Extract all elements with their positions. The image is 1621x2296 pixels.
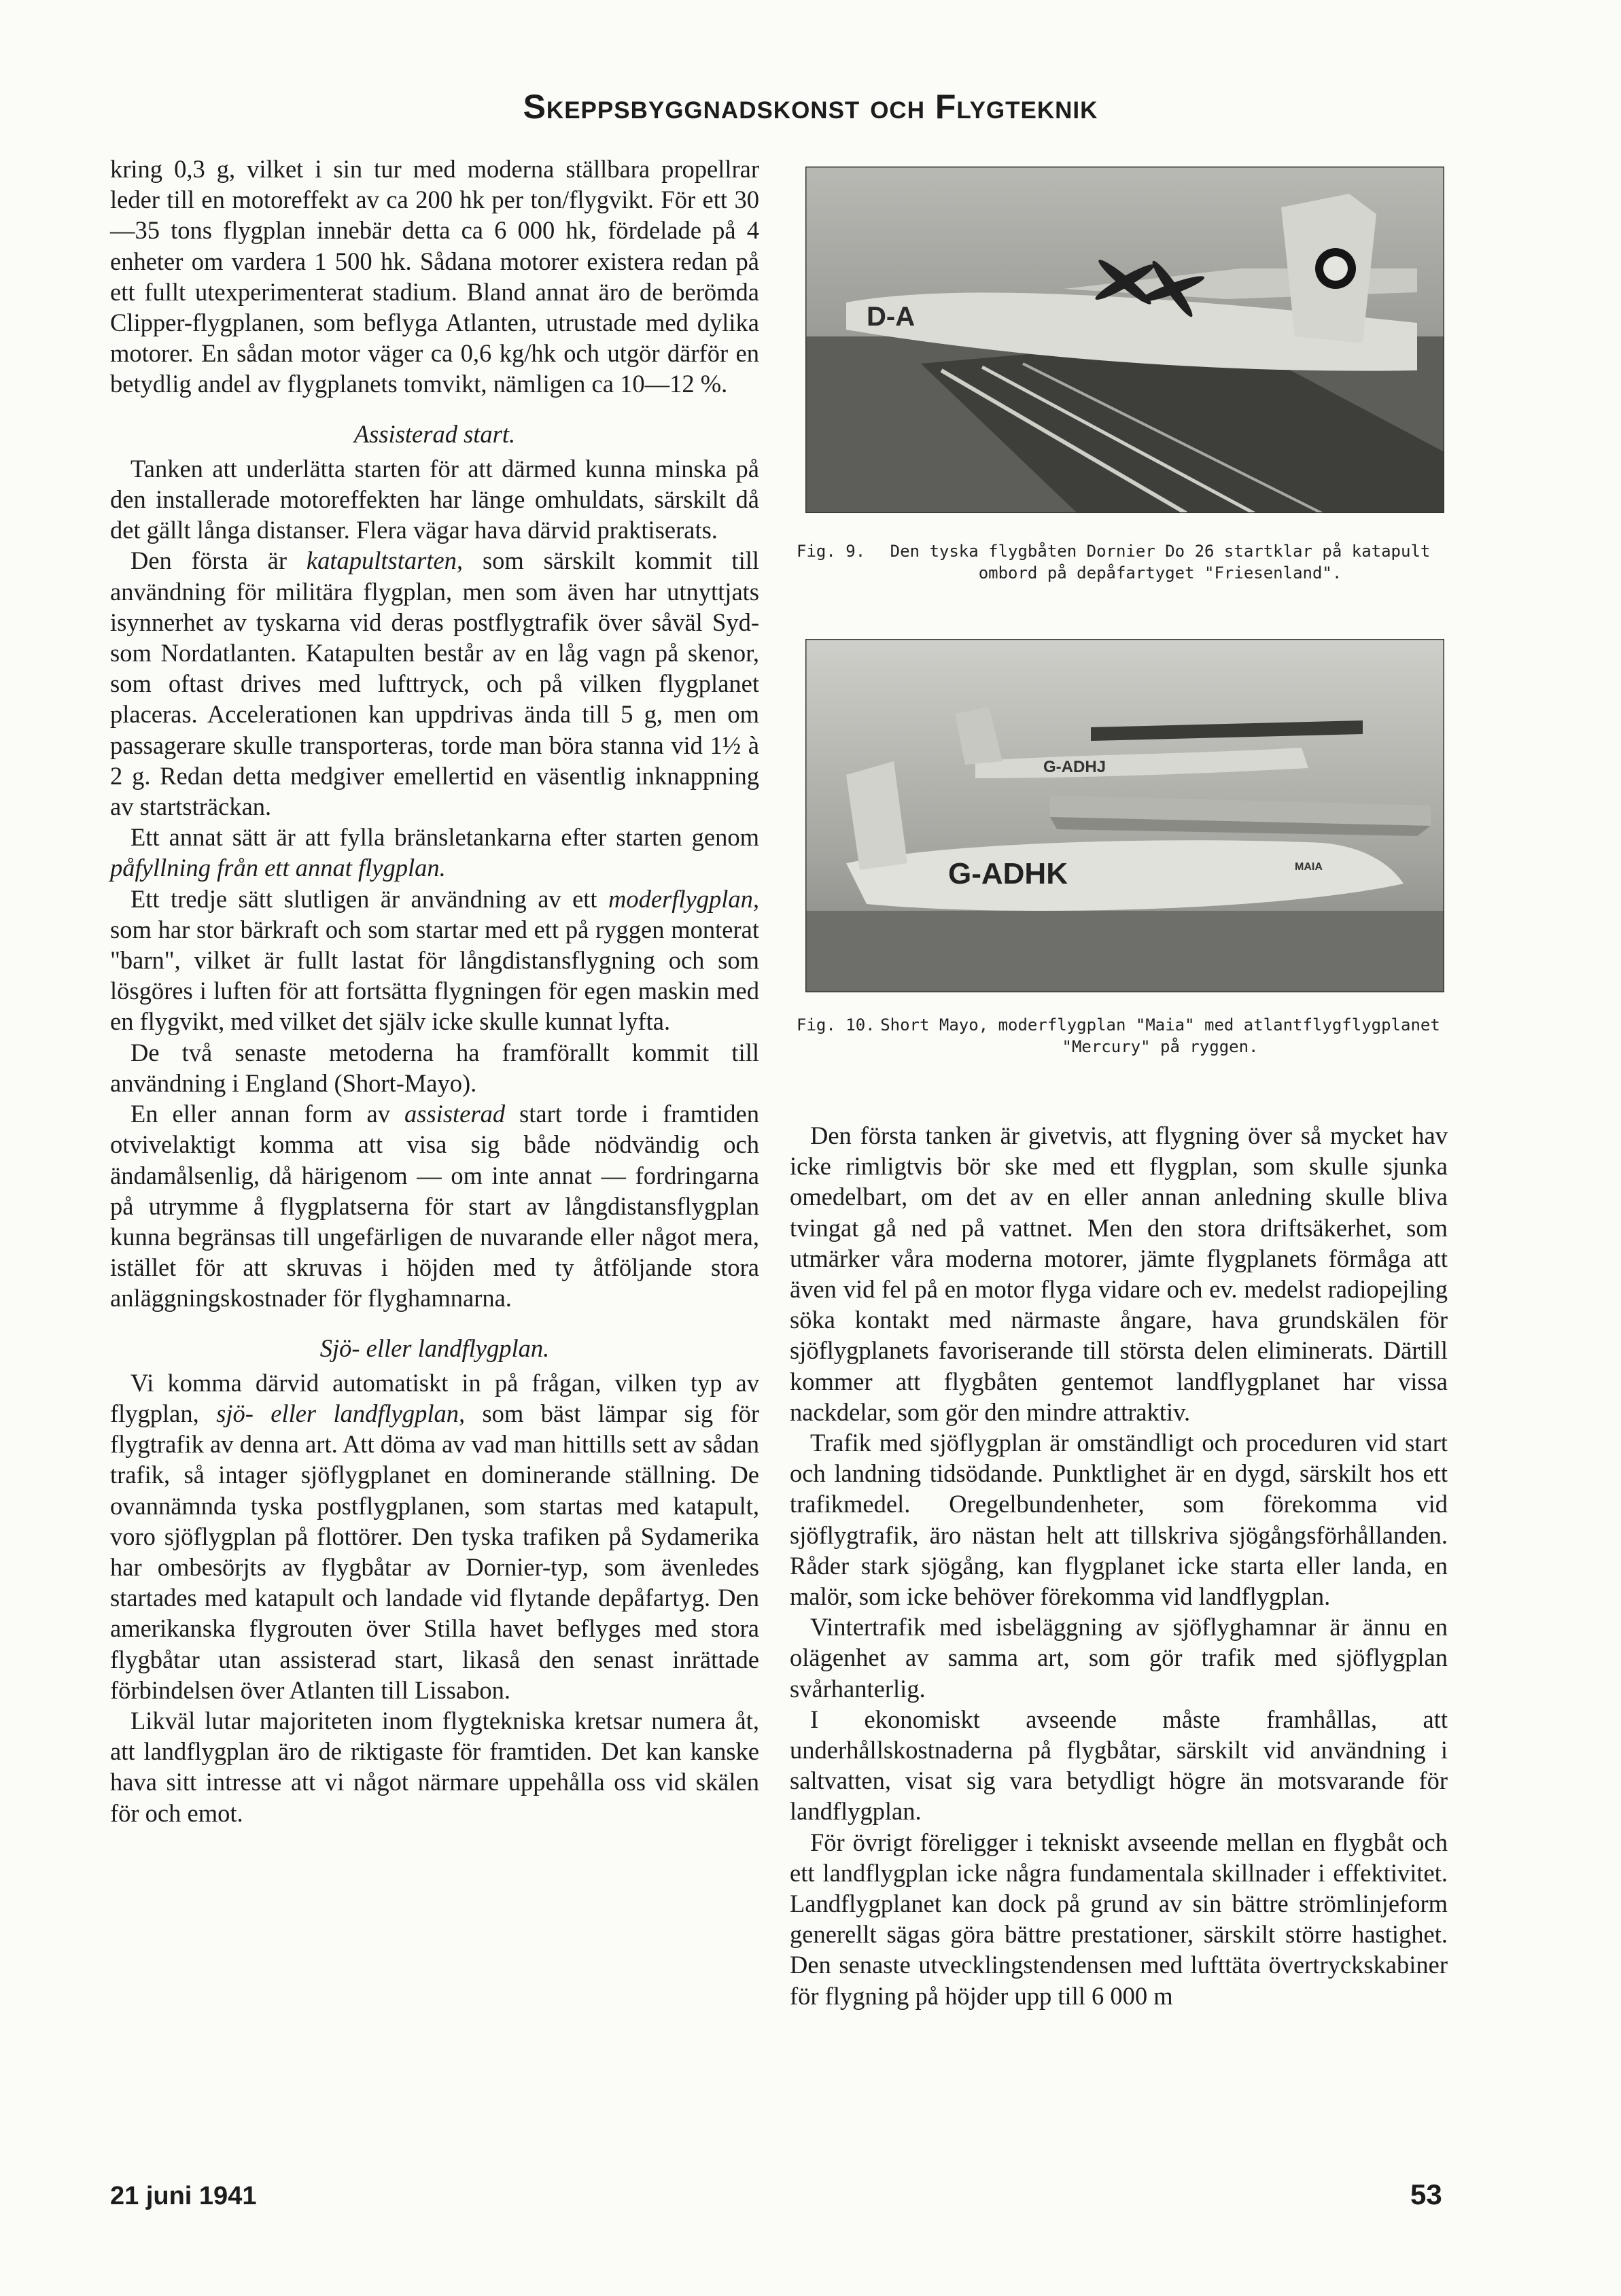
fig10-caption — [797, 1014, 1449, 1058]
section-heading-sea-or-land: Sjö- eller landflygplan. — [319, 1334, 550, 1362]
paragraph: Den första är katapultstarten, som särskilt kommit till användning för militära flygplan, men som även har utnyttjats isynnerhet av tyskarna vid deras postflygtrafik över såväl Syd- som Nordatlanten. Katapulten består av en låg vagn på skenor, som oftast drives med lufttryck, och på vilken flygplanet placeras. Accelerationen kan uppdrivas ända till 5 g, men om passagerare skulle transporteras, torde man böra stanna vid 1½ à 2 g. Redan detta medgiver emellertid en väsentlig inknappning av startsträckan. — [110, 546, 759, 821]
section-heading-assisted-start: Assisterad start. — [353, 419, 516, 448]
paragraph: Tanken att underlätta starten för att därmed kunna minska på den installerade motoreffekten har länge omhuldats, särskilt då det gällt långa distanser. Flera vägar hava därvid praktiserats. — [110, 454, 759, 544]
fig9-hull-mark: D-A — [867, 302, 916, 332]
paragraph: Likväl lutar majoriteten inom flygtekniska kretsar numera åt, att landflygplan äro de riktigaste för framtiden. Det kan kanske hava sitt intresse att vi något närmare uppehålla oss vid skälen för och emot. — [110, 1706, 759, 1827]
right-column — [790, 1120, 1448, 2011]
fig10-label: Fig. 10. — [797, 1015, 875, 1034]
paragraph: I ekonomiskt avseende måste framhållas, att underhållskostnaderna på flygbåtar, särskilt vid användning i saltvatten, visat sig vara betydligt högre än motsvarande för landflygplan. — [790, 1705, 1448, 1826]
paragraph: Vi komma därvid automatiskt in på frågan, vilken typ av flygplan, sjö- eller landflygplan, som bäst lämpar sig för flygtrafik av denna art. Att döma av vad man hittills sett av sådan trafik, så intager sjöflygplanet en dominerande ställning. De ovannämnda tyska postflygplanen, som startas med katapult, voro sjöflygplan på flottörer. Den tyska trafiken på Sydamerika har ombesörjts av flygbåtar av Dornier-typ, som ävenledes startades med katapult och landade vid flytande depåfartyg. Den amerikanska flygrouten över Stilla havet beflyges med stora flygbåtar utan assisterad start, likaså den senast inrättade förbindelsen över Atlanten till Lissabon. — [110, 1368, 760, 1704]
left-column — [110, 154, 759, 1828]
fig9-caption — [797, 540, 1449, 584]
footer-date: 21 juni 1941 — [110, 2182, 257, 2210]
paragraph: För övrigt föreligger i tekniskt avseende mellan en flygbåt och ett landflygplan icke några fundamentala skillnader i effektivitet. Landflygplanet kan dock på grund av sin bättre strömlinjeform generellt sägas göra bättre prestationer, särskilt större hastighet. Den senaste utvecklingstendensen med lufttäta övertryckskabiner för flygning på höjder upp till 6 000 m — [790, 1828, 1448, 2010]
fig10-upper-registration: G-ADHJ — [1043, 758, 1106, 776]
fig9-photo-dornier-on-catapult — [805, 167, 1444, 513]
fig10-name-mark: MAIA — [1295, 861, 1323, 873]
paragraph: Ett annat sätt är att fylla bränsletankarna efter starten genom påfyllning från ett annat flygplan. — [110, 823, 759, 882]
fig9-caption-text: Den tyska flygbåten Dornier Do 26 startklar på katapult ombord på depåfartyget "Friesenland". — [890, 542, 1431, 582]
page-title: Skeppsbyggnadskonst och Flygteknik — [523, 88, 1098, 126]
fig9-label: Fig. 9. — [797, 542, 866, 561]
paragraph: Den första tanken är givetvis, att flygning över så mycket hav icke rimligtvis bör ske med ett flygplan, som skulle sjunka omedelbart, om det av en eller annan anledning skulle bliva tvingat gå ned på vattnet. Men den stora driftsäkerhet, som utmärker våra moderna motorer, jämte flygplanets förmåga att även vid fel på en motor flyga vidare och ev. medelst radiopejling söka kontakt med närmaste ångare, hava grundskälen för sjöflygplanets favoriserande till största delen eliminerats. Därtill kommer att flygbåten gentemot landflygplanet har vissa nackdelar, som gör den mindre attraktiv. — [790, 1121, 1448, 1426]
paragraph: Vintertrafik med isbeläggning av sjöflyghamnar är ännu en olägenhet av samma art, som gör trafik med sjöflygplan svårhanterlig. — [790, 1613, 1448, 1703]
fig10-photo-short-mayo-composite — [805, 639, 1444, 992]
paragraph: De två senaste metoderna ha framförallt kommit till användning i England (Short-Mayo). — [110, 1038, 759, 1097]
paragraph: En eller annan form av assisterad start torde i framtiden otvivelaktigt komma att visa sig både nödvändig och ändamålsenlig, då härigenom — om inte annat — fordringarna på utrymme å flygplatserna för start av långdistansflygplan kunna begränsas till ungefärligen de nuvarande eller något mera, istället för att skruvas i höjden med ty åtföljande stora anläggningskostnader för flyghamnarna. — [110, 1100, 759, 1312]
page-number: 53 — [1410, 2178, 1442, 2210]
paragraph: kring 0,3 g, vilket i sin tur med moderna ställbara propellrar leder till en motoreffekt av ca 200 hk per ton/flygvikt. För ett 30—35 tons flygplan innebär detta ca 6 000 hk, fördelade på 4 enheter om vardera 1 500 hk. Sådana motorer existera redan på ett fullt utexperimenterat stadium. Bland annat äro de berömda Clipper-flygplanen, som beflyga Atlanten, utrustade med dylika motorer. En sådan motor väger ca 0,6 kg/hk och utgör därför en betydlig andel av flygplanets tomvikt, nämligen ca 10—12 %. — [110, 155, 759, 398]
paragraph: Ett tredje sätt slutligen är användning av ett moderflygplan, som har stor bärkraft och som startar med ett på ryggen monterat "barn", vilket är fullt lastat för långdistansflygning och som lösgöres i luften för att fortsätta flygningen för egen maskin med en flygvikt, med vilket det själv icke skulle kunnat lyfta. — [110, 884, 759, 1036]
paragraph: Trafik med sjöflygplan är omständligt och proceduren vid start och landning tidsödande. Punktlighet är en dygd, särskilt hos ett trafikmedel. Oregelbundenheter, som förekomma vid sjöflygtrafik, äro nästan helt att tillskriva sjögångsförhållanden. Råder stark sjögång, kan flygplanet icke starta eller landa, en malör, som icke behöver förekomma vid landflygplan. — [790, 1429, 1448, 1611]
fig10-lower-registration: G-ADHK — [948, 857, 1068, 890]
fig10-caption-text: Short Mayo, moderflygplan "Maia" med atlantflygflygplanet "Mercury" på ryggen. — [880, 1015, 1440, 1056]
